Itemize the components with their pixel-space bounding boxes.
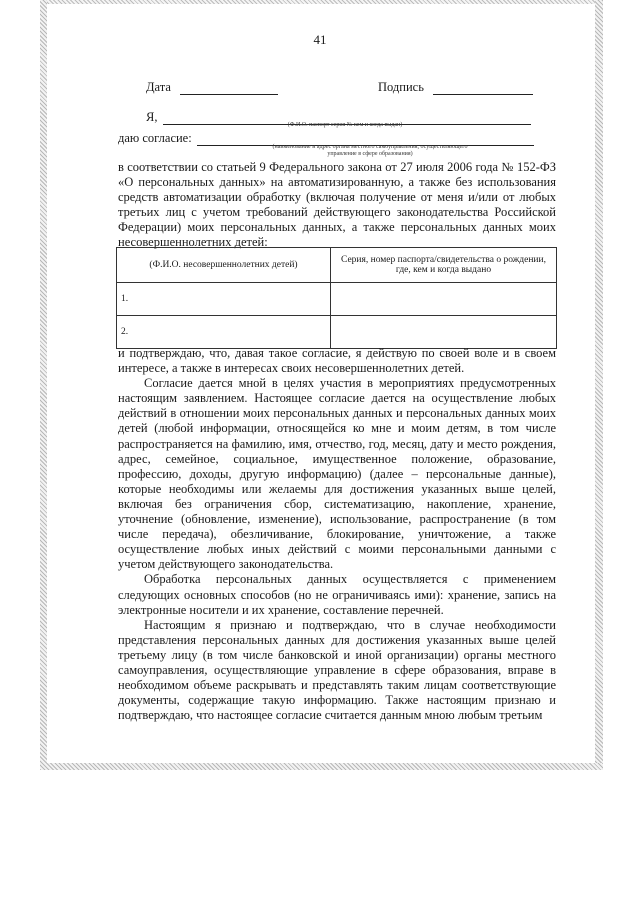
- row-number: 1.: [117, 283, 331, 316]
- row-number: 2.: [117, 316, 331, 349]
- table-row: [117, 283, 557, 316]
- signature-label: Подпись: [378, 80, 424, 94]
- applicant-caption: (Ф.И.О. паспорт серия № кем и когда выдан): [287, 122, 403, 128]
- date-field: [146, 80, 278, 95]
- table-header-row: [117, 248, 557, 283]
- paragraph-consent-purpose: Согласие дается мной в целях участия в мероприятиях предусмотренных настоящим заявлением. Настоящее согласие дается на осуществление любых действий в отношении моих персональных данных и персональных данных моих детей (любой информации, относящейся ко мне и моим детям, в том числе распространяется на фамилию, имя, отчество, год, месяц, дату и место рождения, адрес, семейное, социальное, имущественное положение, образование, профессию, доходы, другую информацию) (далее – персональные данные), которые необходимы или желаемы для достижения указанных выше целей, включая без ограничения сбор, систематизацию, накопление, хранение, уточнение (обновление, изменение), использование, распространение (в том числе передача), обезличивание, блокирование, уничтожение, а также осуществление любых иных действий с моими персональными данными с учетом действующего законодательства.: [118, 376, 556, 572]
- paragraph-confirm: и подтверждаю, что, давая такое согласие, я действую по своей воле и в своем интересе, а также в интересах своих несовершеннолетних детей.: [118, 346, 556, 376]
- date-blank-line: [180, 82, 278, 95]
- page-border-right: [595, 0, 603, 770]
- signature-blank-line: [433, 82, 533, 95]
- intro-text: в соответствии со статьей 9 Федерального закона от 27 июля 2006 года № 152-ФЗ «О персональных данных» на автоматизированную, а также без использования средств автоматизации обработку (включая получение от меня и/или от любых третьих лиц с учетом требований действующего законодательства Российской Федерации) моих персональных данных, а также персональных данных моих несовершеннолетних детей:: [118, 160, 556, 250]
- consent-caption-2: управление в сфере образования): [327, 151, 413, 157]
- signature-field: [378, 80, 533, 95]
- children-table: [116, 247, 557, 349]
- paragraph-third-parties: Настоящим я признаю и подтверждаю, что в случае необходимости представления персональных данных для достижения указанных выше целей третьему лицу (в том числе банковской и иной организации) органы местного самоуправления, осуществляющие управление в сфере образования, вправе в необходимом объеме раскрывать и представлять таким лицам соответствующие документы, содержащие такую информацию. Также настоящим признаю и подтверждаю, что настоящее согласие считается данным мною любым третьим: [118, 617, 556, 723]
- page-border-top: [40, 0, 600, 4]
- table-row: [117, 316, 557, 349]
- main-text: [118, 346, 556, 723]
- date-label: Дата: [146, 80, 171, 94]
- consent-label: даю согласие:: [118, 131, 192, 145]
- i-label: Я,: [146, 110, 158, 124]
- page-border-bottom: [40, 763, 603, 770]
- col1-header: (Ф.И.О. несовершеннолетних детей): [117, 248, 331, 283]
- page-border-left: [40, 0, 47, 770]
- consent-caption-1: (наименование и адрес органа местного самоуправления, осуществляющего: [272, 144, 468, 150]
- row-value: [331, 316, 557, 349]
- paragraph-processing-methods: Обработка персональных данных осуществляется с применением следующих основных способов (но не ограничиваясь ими): хранение, запись на электронные носители и их хранение, составление перечней.: [118, 572, 556, 617]
- col2-header: Серия, номер паспорта/свидетельства о рождении, где, кем и когда выдано: [331, 248, 557, 283]
- intro-paragraph: [118, 160, 556, 251]
- row-value: [331, 283, 557, 316]
- page-number: 41: [313, 32, 327, 47]
